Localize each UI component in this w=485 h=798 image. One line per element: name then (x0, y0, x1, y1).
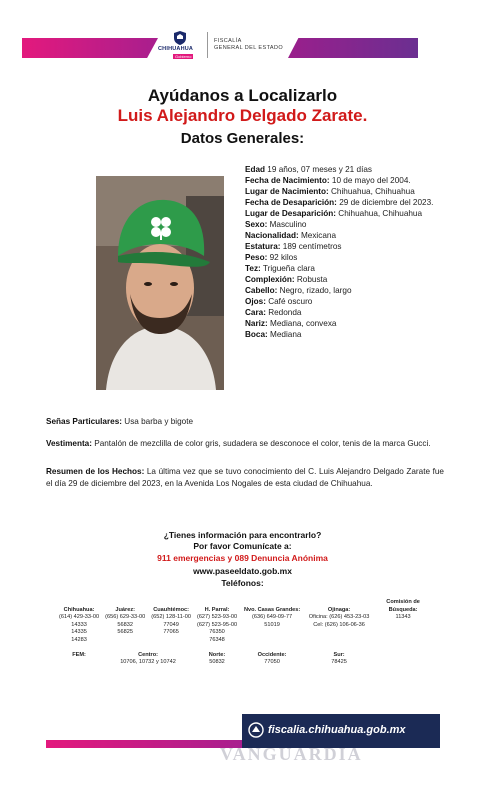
data-field-row (245, 230, 445, 241)
data-field-row (245, 329, 445, 340)
table-row (56, 637, 432, 645)
vestimenta-label: Vestimenta: (46, 439, 92, 448)
phone-cell: 14333 (71, 621, 87, 628)
website-link[interactable]: www.paseeldato.gob.mx (193, 566, 292, 576)
phone-cell: 50832 (209, 659, 225, 665)
data-field-label: Nacionalidad: (245, 231, 299, 240)
page-title: Ayúdanos a Localizarlo (147, 86, 338, 105)
data-field-label: Boca: (245, 330, 268, 339)
phone-cell (374, 629, 432, 637)
phone-cell: 10706, 10732 y 10742 (120, 659, 176, 665)
phone-header: Chihuahua: (63, 606, 95, 613)
phone-header: Occidente: (257, 651, 287, 658)
logo-divider (207, 32, 208, 58)
phone-cell: 56825 (117, 629, 133, 635)
data-field-label: Tez: (245, 264, 261, 273)
chihuahua-shield-icon (172, 30, 188, 46)
senas-label: Señas Particulares: (46, 417, 123, 426)
contact-question: ¿Tienes información para encontrarlo? (163, 530, 322, 540)
phone-header: Norte: (208, 651, 226, 658)
logo-name: CHIHUAHUA (158, 46, 194, 52)
data-field-row (245, 164, 445, 175)
data-field-value: 29 de diciembre del 2023. (336, 198, 434, 207)
data-field-label: Fecha de Desaparición: (245, 198, 337, 207)
fiscalia-line2: GENERAL DEL ESTADO (214, 45, 284, 51)
phone-header: Comisión de Búsqueda: (386, 599, 420, 613)
section-title: Datos Generales: (180, 130, 305, 147)
phone-cell (374, 637, 432, 645)
phone-cell: 77050 (264, 659, 280, 665)
data-field-label: Estatura: (245, 242, 281, 251)
data-field-value: Redonda (265, 308, 302, 317)
data-field-label: Ojos: (245, 297, 266, 306)
data-field-value: 92 kilos (267, 253, 298, 262)
data-field-value: Chihuahua, Chihuahua (328, 187, 415, 196)
phone-cell: 51019 (264, 621, 280, 628)
phone-header: Cuauhtémoc: (153, 606, 189, 613)
phones-title: Teléfonos: (221, 578, 264, 588)
phone-cell (304, 629, 374, 637)
phone-header: Nvo. Casas Grandes: (243, 606, 301, 613)
data-field-value: 10 de mayo del 2004. (329, 176, 411, 185)
data-field-label: Fecha de Nacimiento: (245, 176, 330, 185)
data-field-row (245, 318, 445, 329)
phone-header: FEM: (72, 651, 86, 658)
data-field-value: Masculino (267, 220, 307, 229)
phone-header: Sur: (333, 651, 345, 658)
data-field-row (245, 263, 445, 274)
data-field-row (245, 219, 445, 230)
data-field-value: Negro, rizado, largo (277, 286, 352, 295)
phones-table (56, 592, 432, 667)
phone-cell (240, 637, 304, 645)
data-field-row (245, 186, 445, 197)
data-field-value: Trigueña clara (260, 264, 315, 273)
emergency-numbers: 911 emergencias y 089 Denuncia Anónima (157, 553, 328, 563)
data-field-value: 19 años, 07 meses y 21 días (265, 165, 372, 174)
data-field-row (245, 296, 445, 307)
data-field-row (245, 252, 445, 263)
phones-header-row (56, 592, 432, 614)
data-field-value: 189 centímetros (280, 242, 342, 251)
contact-please: Por favor Comunícate a: (193, 541, 292, 551)
data-field-label: Peso: (245, 253, 268, 262)
phone-cell: (656) 629-33-00 (105, 614, 146, 620)
person-photo (96, 176, 224, 390)
watermark: VANGUARDIA (220, 744, 363, 764)
fiscalia-header (214, 38, 283, 52)
footer-pink-bar (46, 740, 242, 748)
data-field-row (245, 307, 445, 318)
phone-header: H. Parral: (204, 606, 230, 613)
phone-cell: (627) 523-95-00 (196, 621, 238, 628)
data-field-value: Mexicana (298, 231, 337, 240)
logo-tag: Gobierno (175, 54, 192, 59)
phone-cell (148, 637, 194, 645)
data-field-label: Edad (245, 165, 266, 174)
data-field-row (245, 208, 445, 219)
data-field-row (245, 241, 445, 252)
fiscalia-line1: FISCALÍA (214, 38, 242, 44)
data-field-label: Lugar de Desaparición: (245, 209, 336, 218)
phone-header: Centro: (138, 651, 158, 658)
senas-value: Usa barba y bigote (122, 417, 194, 426)
fiscalia-logo-icon (248, 722, 264, 738)
phone-cell: Cel: (626) 106-06-36 (313, 621, 365, 628)
phone-cell: 14335 (71, 629, 87, 635)
data-field-label: Nariz: (245, 319, 268, 328)
phone-header: Juárez: (115, 606, 135, 613)
phone-cell: (652) 128-11-00 (151, 614, 191, 620)
phones-header-row-2 (56, 649, 432, 659)
phone-cell: (614) 429-33-00 (59, 614, 100, 620)
phone-cell: Oficina: (626) 453-23-03 (308, 614, 370, 620)
data-field-row (245, 197, 445, 208)
header-purple-bar (288, 38, 418, 58)
footer-url[interactable]: fiscalia.chihuahua.gob.mx (268, 724, 406, 736)
data-field-row (245, 285, 445, 296)
phone-cell (102, 637, 148, 645)
phone-cell (304, 637, 374, 645)
phone-cell: 76348 (209, 636, 225, 643)
missing-person-name: Luis Alejandro Delgado Zarate. (117, 106, 368, 125)
data-field-row (245, 274, 445, 285)
vestimenta-value: Pantalón de mezclilla de color gris, sudadera se desconoce el color, tenis de la marca Gucci. (91, 439, 431, 448)
resumen-hechos (46, 466, 444, 490)
data-field-label: Cabello: (245, 286, 278, 295)
data-field-row (245, 175, 445, 186)
phone-cell: 77065 (163, 629, 179, 635)
table-row (56, 614, 432, 622)
data-field-value: Mediana (267, 330, 302, 339)
senas-particulares (46, 416, 444, 428)
photo-illustration (96, 176, 224, 390)
phone-header: Ojinaga: (327, 606, 351, 613)
data-field-label: Cara: (245, 308, 266, 317)
phone-cell: (627) 523-93-00 (196, 614, 238, 620)
table-row (56, 622, 432, 630)
data-field-label: Lugar de Nacimiento: (245, 187, 329, 196)
resumen-value: La última vez que se tuvo conocimiento del C. Luis Alejandro Delgado Zarate fue el día 29 de diciembre del 2023, en la Avenida Los Nogales de esta ciudad de Chihuahua. (46, 467, 444, 488)
phone-cell (56, 659, 102, 667)
vestimenta (46, 438, 444, 450)
phone-cell: 56832 (117, 621, 133, 628)
resumen-label: Resumen de los Hechos: (46, 467, 145, 476)
table-row (56, 629, 432, 637)
phone-cell: 76350 (209, 629, 225, 635)
phone-cell: (636) 649-09-77 (252, 614, 293, 620)
data-field-value: Mediana, convexa (267, 319, 337, 328)
phone-cell: 78425 (331, 659, 347, 665)
data-field-value: Robusta (294, 275, 328, 284)
data-field-value: Chihuahua, Chihuahua (336, 209, 423, 218)
phone-cell (240, 629, 304, 637)
phone-cell: 11343 (395, 614, 411, 620)
general-data-list (245, 164, 445, 340)
data-field-label: Sexo: (245, 220, 268, 229)
data-field-label: Complexión: (245, 275, 295, 284)
data-field-value: Café oscuro (265, 297, 313, 306)
table-row (56, 659, 432, 667)
phone-cell: 77049 (163, 621, 179, 628)
header-pink-bar (22, 38, 158, 58)
phone-cell (374, 622, 432, 630)
phone-cell: 14283 (71, 636, 87, 643)
